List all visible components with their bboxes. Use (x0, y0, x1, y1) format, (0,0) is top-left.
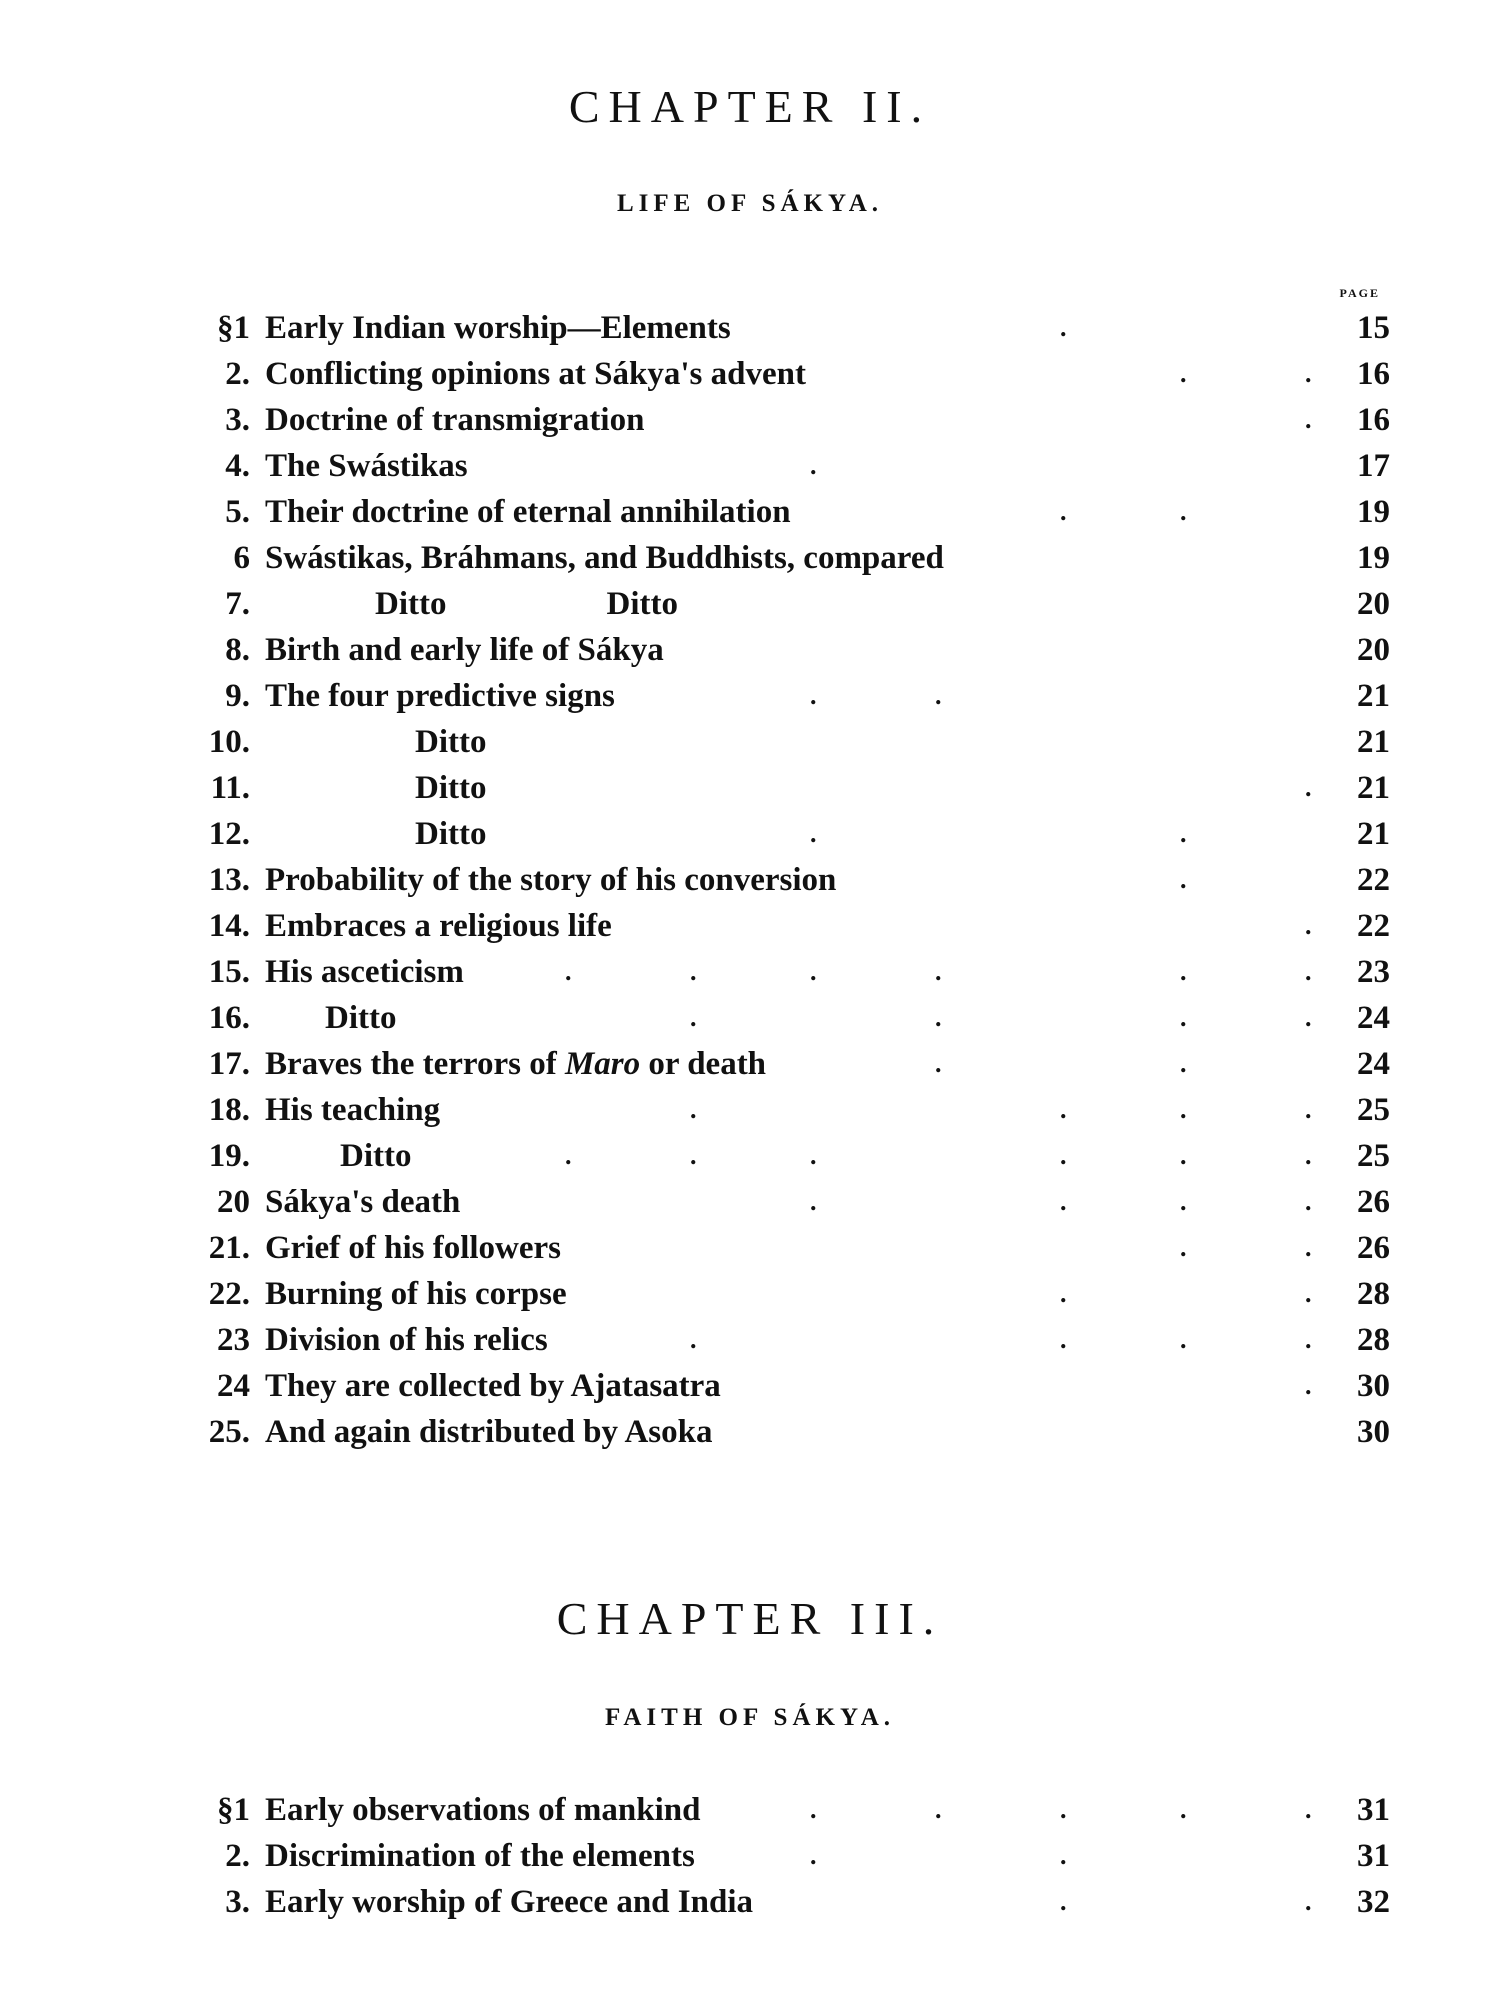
leader-dot: . (1305, 1187, 1312, 1216)
chapter-2-contents (190, 305, 1390, 1455)
entry-title: Sákya's death (265, 1184, 461, 1220)
entry-number: 8. (225, 632, 250, 668)
leader-dot: . (1305, 911, 1312, 940)
leader-dot: . (1305, 1279, 1312, 1308)
toc-entry (190, 581, 1390, 627)
entry-number: 13. (208, 862, 250, 898)
entry-number: 12. (208, 816, 250, 852)
chapter-2-title: CHAPTER II. (568, 81, 932, 132)
entry-number: 11. (210, 770, 250, 806)
leader-dot: . (810, 1795, 817, 1824)
toc-entry (190, 1787, 1390, 1833)
leader-dot: . (1060, 313, 1067, 342)
toc-entry (190, 719, 1390, 765)
page-column-header: PAGE (1339, 286, 1380, 300)
entry-title: Birth and early life of Sákya (265, 632, 664, 668)
toc-entry (190, 1133, 1390, 1179)
leader-dot: . (1060, 1279, 1067, 1308)
leader-dot: . (1305, 1003, 1312, 1032)
entry-page: 24 (1357, 1000, 1390, 1036)
entry-title: His teaching (265, 1092, 441, 1128)
entry-title: Early Indian worship—Elements (265, 310, 731, 346)
toc-entry (190, 1179, 1390, 1225)
entry-number: 5. (225, 494, 250, 530)
entry-page: 15 (1357, 310, 1390, 346)
entry-page: 28 (1357, 1322, 1390, 1358)
leader-dot: . (1180, 865, 1187, 894)
entry-page: 24 (1357, 1046, 1390, 1082)
entry-number: §1 (217, 1792, 250, 1828)
leader-dot: . (690, 1141, 697, 1170)
leader-dot: . (810, 1141, 817, 1170)
leader-dot: . (1060, 1841, 1067, 1870)
entry-page: 21 (1357, 770, 1390, 806)
entry-page: 19 (1357, 494, 1390, 530)
leader-dot: . (1060, 1141, 1067, 1170)
toc-entry (190, 673, 1390, 719)
leader-dot: . (935, 957, 942, 986)
leader-dot: . (1305, 773, 1312, 802)
entry-title: Division of his relics (265, 1322, 548, 1358)
entry-title: Conflicting opinions at Sákya's advent (265, 356, 806, 392)
entry-number: 16. (208, 1000, 250, 1036)
entry-page: 21 (1357, 816, 1390, 852)
toc-entry (190, 903, 1390, 949)
leader-dot: . (935, 1003, 942, 1032)
entry-title: Early worship of Greece and India (265, 1884, 753, 1920)
entry-number: 20 (217, 1184, 250, 1220)
leader-dot: . (1305, 957, 1312, 986)
toc-entry (190, 1833, 1390, 1879)
entry-title: Discrimination of the elements (265, 1838, 695, 1874)
entry-page: 28 (1357, 1276, 1390, 1312)
leader-dot: . (1305, 405, 1312, 434)
leader-dot: . (690, 1095, 697, 1124)
leader-dot: . (1060, 1095, 1067, 1124)
entry-page: 21 (1357, 678, 1390, 714)
toc-entry (190, 627, 1390, 673)
entry-title: The Swástikas (265, 448, 468, 484)
leader-dot: . (1305, 1325, 1312, 1354)
toc-entry (190, 305, 1390, 351)
entry-page: 25 (1357, 1138, 1390, 1174)
entry-title: Swástikas, Bráhmans, and Buddhists, compared (265, 540, 944, 576)
entry-page: 21 (1357, 724, 1390, 760)
toc-entry (190, 1317, 1390, 1363)
entry-page: 23 (1357, 954, 1390, 990)
entry-number: 21. (208, 1230, 250, 1266)
leader-dot: . (935, 681, 942, 710)
entry-title-start: Braves the terrors of (265, 1046, 557, 1082)
entry-title: Ditto (340, 1138, 412, 1174)
leader-dot: . (1180, 819, 1187, 848)
leader-dot: . (810, 957, 817, 986)
entry-number: 23 (217, 1322, 250, 1358)
leader-dot: . (1060, 1325, 1067, 1354)
leader-dot: . (1305, 1371, 1312, 1400)
toc-entry (190, 765, 1390, 811)
entry-title: Ditto (415, 770, 487, 806)
entry-page: 25 (1357, 1092, 1390, 1128)
leader-dot: . (1180, 1325, 1187, 1354)
leader-dot: . (935, 1049, 942, 1078)
entry-number: 2. (225, 356, 250, 392)
toc-entry (190, 443, 1390, 489)
leader-dot: . (1180, 957, 1187, 986)
leader-dot: . (810, 819, 817, 848)
entry-number: 25. (208, 1414, 250, 1450)
entry-title: Doctrine of transmigration (265, 402, 645, 438)
leader-dot: . (1180, 1049, 1187, 1078)
entry-title-italic: Maro (564, 1046, 641, 1082)
entry-number: 4. (225, 448, 250, 484)
toc-entry (190, 995, 1390, 1041)
leader-dot: . (1180, 1187, 1187, 1216)
leader-dot: . (1305, 1095, 1312, 1124)
entry-title: Ditto (415, 816, 487, 852)
entry-page: 31 (1357, 1792, 1390, 1828)
leader-dot: . (1180, 1141, 1187, 1170)
toc-entry (190, 1879, 1390, 1925)
toc-entry (190, 1271, 1390, 1317)
entry-title: The four predictive signs (265, 678, 615, 714)
toc-entry (190, 351, 1390, 397)
leader-dot: . (690, 1325, 697, 1354)
leader-dot: . (810, 1841, 817, 1870)
entry-number: 17. (208, 1046, 250, 1082)
leader-dot: . (810, 681, 817, 710)
entry-page: 19 (1357, 540, 1390, 576)
entry-title: Burning of his corpse (265, 1276, 567, 1312)
entry-number: 9. (225, 678, 250, 714)
entry-number: 3. (225, 1884, 250, 1920)
chapter-3-title: CHAPTER III. (556, 1593, 944, 1644)
entry-number: 22. (208, 1276, 250, 1312)
entry-title: Early observations of mankind (265, 1792, 701, 1828)
entry-title-col2: Ditto (606, 586, 678, 622)
toc-entry (190, 811, 1390, 857)
entry-number: 2. (225, 1838, 250, 1874)
entry-number: 24 (217, 1368, 250, 1404)
entry-page: 20 (1357, 586, 1390, 622)
leader-dot: . (1305, 1233, 1312, 1262)
toc-entry (190, 1363, 1390, 1409)
entry-title: And again distributed by Asoka (265, 1414, 713, 1450)
leader-dot: . (690, 1003, 697, 1032)
leader-dot: . (1305, 1795, 1312, 1824)
entry-page: 32 (1357, 1884, 1390, 1920)
leader-dot: . (1305, 1887, 1312, 1916)
leader-dot: . (1180, 1233, 1187, 1262)
leader-dot: . (1060, 1887, 1067, 1916)
entry-page: 16 (1357, 356, 1390, 392)
entry-page: 17 (1357, 448, 1390, 484)
chapter-3-contents (190, 1787, 1390, 1925)
entry-page: 26 (1357, 1230, 1390, 1266)
leader-dot: . (1060, 1795, 1067, 1824)
entry-page: 30 (1357, 1368, 1390, 1404)
entry-number: 6 (233, 540, 250, 576)
entry-page: 30 (1357, 1414, 1390, 1450)
leader-dot: . (810, 451, 817, 480)
entry-title: Grief of his followers (265, 1230, 562, 1266)
leader-dot: . (565, 957, 572, 986)
entry-title: Ditto (415, 724, 487, 760)
entry-title: Embraces a religious life (265, 908, 612, 944)
toc-entry (190, 535, 1390, 581)
entry-title-col1: Ditto (375, 586, 447, 622)
leader-dot: . (1305, 1141, 1312, 1170)
toc-entry (190, 1409, 1390, 1455)
entry-title: They are collected by Ajatasatra (265, 1368, 721, 1404)
toc-entry (190, 1041, 1390, 1087)
entry-title: His asceticism (265, 954, 464, 990)
toc-entry (190, 1087, 1390, 1133)
leader-dot: . (1180, 359, 1187, 388)
leader-dot: . (810, 1187, 817, 1216)
entry-number: 15. (208, 954, 250, 990)
toc-entry (190, 489, 1390, 535)
entry-number: 18. (208, 1092, 250, 1128)
entry-page: 31 (1357, 1838, 1390, 1874)
entry-page: 22 (1357, 862, 1390, 898)
entry-title (375, 581, 678, 627)
leader-dot: . (1180, 497, 1187, 526)
entry-title: Probability of the story of his conversion (265, 862, 837, 898)
toc-entry (190, 397, 1390, 443)
entry-page: 16 (1357, 402, 1390, 438)
entry-title-end: or death (648, 1046, 767, 1082)
leader-dot: . (1180, 1095, 1187, 1124)
entry-number: 7. (225, 586, 250, 622)
entry-title (265, 1041, 766, 1087)
chapter-3-subtitle: FAITH OF SÁKYA. (604, 1704, 896, 1731)
entry-page: 22 (1357, 908, 1390, 944)
leader-dot: . (565, 1141, 572, 1170)
leader-dot: . (1060, 497, 1067, 526)
entry-title: Their doctrine of eternal annihilation (265, 494, 791, 530)
leader-dot: . (1305, 359, 1312, 388)
entry-number: 10. (208, 724, 250, 760)
entry-page: 26 (1357, 1184, 1390, 1220)
toc-entry (190, 857, 1390, 903)
leader-dot: . (1060, 1187, 1067, 1216)
toc-entry (190, 949, 1390, 995)
entry-number: 19. (208, 1138, 250, 1174)
leader-dot: . (690, 957, 697, 986)
leader-dot: . (935, 1795, 942, 1824)
leader-dot: . (1180, 1795, 1187, 1824)
leader-dot: . (1180, 1003, 1187, 1032)
entry-title: Ditto (325, 1000, 397, 1036)
entry-number: §1 (217, 310, 250, 346)
toc-entry (190, 1225, 1390, 1271)
entry-page: 20 (1357, 632, 1390, 668)
chapter-2-subtitle: LIFE OF SÁKYA. (616, 190, 884, 217)
entry-number: 14. (208, 908, 250, 944)
entry-number: 3. (225, 402, 250, 438)
